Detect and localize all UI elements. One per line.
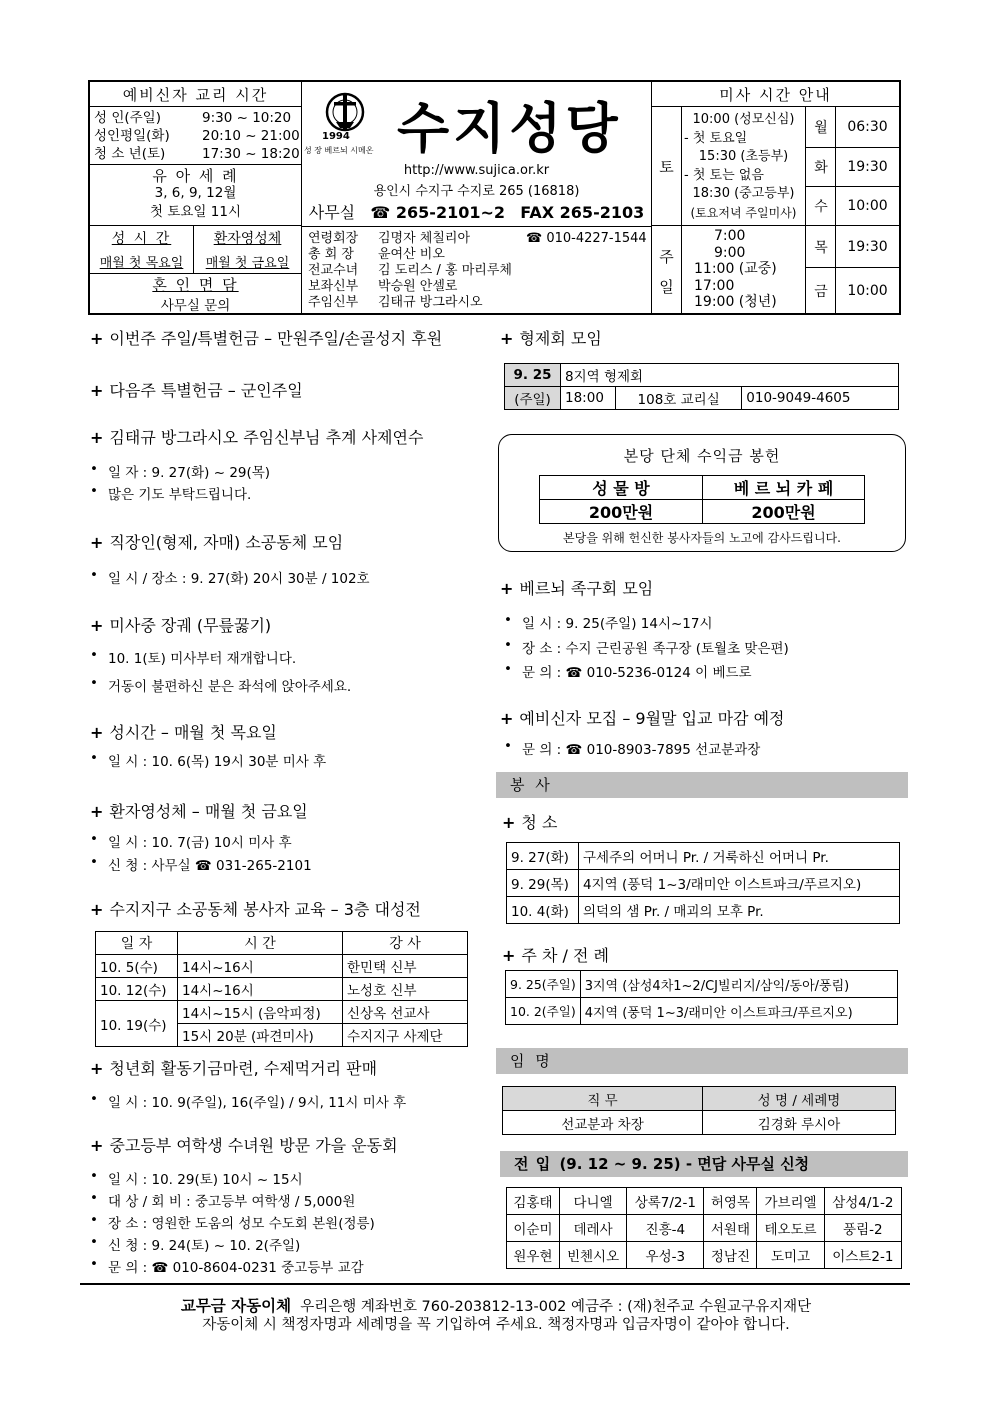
logo-year: 1994 (322, 131, 350, 142)
holy-hour-title: 성 시 간 (111, 231, 172, 247)
staff-list (302, 226, 651, 313)
notice-holy-hour: + 성시간 – 매월 첫 목요일 (90, 723, 277, 742)
list-item: • 일 시 : 10. 29(토) 10시 ~ 15시 (108, 1168, 303, 1188)
list-item: • 문 의 : ☎ 010-8903-7895 선교분과장 (522, 738, 760, 758)
notice-sick-communion: + 환자영성체 – 매월 첫 금요일 (90, 802, 308, 821)
table-row: 김홍태 다니엘 상록7/2-1 허영목 가브리엘 삼성4/1-2 (507, 1188, 902, 1215)
list-item: • 일 시 : 10. 7(금) 10시 미사 후 (108, 831, 292, 851)
mass-title: 미사 시간 안내 (719, 86, 832, 104)
donation-title: 본당 단체 수익금 봉헌 (623, 447, 781, 465)
notice-kneeling: + 미사중 장궤 (무릎꿇기) (90, 616, 272, 635)
header-middle-column (302, 82, 652, 313)
weekday-row: 목 19:30 (806, 225, 899, 267)
catechumen-row: 성인평일(화) 20:10 ~ 21:00 (94, 128, 300, 144)
table-row: 직 무 성 명 / 세례명 (503, 1087, 896, 1111)
table-row: 10. 12(수) 14시~16시 노성호 신부 (96, 978, 468, 1001)
list-item: • 거동이 불편하신 분은 좌석에 앉아주세요. (108, 675, 351, 695)
list-item: • 문 의 : ☎ 010-8604-0231 중고등부 교감 (108, 1256, 364, 1276)
footer-divider (80, 1283, 910, 1285)
donation-note: 본당을 위해 헌신한 봉사자들의 노고에 감사드립니다. (563, 531, 841, 545)
marriage-value: 사무실 문의 (160, 298, 231, 314)
parking-table (505, 970, 898, 1025)
list-item: • 일 시 : 9. 25(주일) 14시~17시 (522, 612, 713, 632)
staff-row: 연령회장 김명자 체칠리아 ☎ 010-4227-1544 (308, 231, 647, 246)
table-row: 9. 29(목) 4지역 (풍덕 1~3/래미안 이스트파크/푸르지오) (507, 870, 900, 897)
sunday-label: 주 일 (652, 226, 682, 313)
table-row: 일 자 시 간 강 사 (96, 932, 468, 955)
infant-baptism-title: 유 아 세 례 (90, 164, 301, 184)
holy-hour-value: 매월 첫 목요일 (99, 256, 184, 271)
section-band-service: 봉 사 (496, 772, 908, 798)
section-band-appointment: 임 명 (496, 1048, 908, 1074)
weekday-row: 수 10:00 (806, 186, 899, 225)
list-item: • 일 시 : 10. 9(주일), 16(주일) / 9시, 11시 미사 후 (108, 1091, 406, 1111)
footer-line-1: 교무금 자동이체 우리은행 계좌번호 760-203812-13-002 예금주 : (재)천주교 수원교구유지재단 (180, 1297, 812, 1315)
list-item: • 장 소 : 수지 근린공원 족구장 (토월초 맞은편) (522, 637, 789, 657)
catechumen-title: 예비신자 교리 시간 (122, 86, 269, 104)
transfer-table (506, 1187, 902, 1269)
footer-line-2: 자동이체 시 책정자명과 세례명을 꼭 기입하여 주세요. 책정자명과 입금자명이 같아야 합니다. (202, 1317, 790, 1333)
table-row: 10. 2(주일) 4지역 (풍덕 1~3/래미안 이스트파크/푸르지오) (506, 998, 898, 1025)
header-box (88, 80, 901, 315)
table-row: 선교분과 차장 김경화 루시아 (503, 1111, 896, 1135)
church-url[interactable]: http://www.sujica.or.kr (403, 163, 550, 178)
church-name: 수지성당 (397, 97, 622, 160)
notice-workers-community: + 직장인(형제, 자매) 소공동체 모임 (90, 533, 344, 552)
catechumen-row: 성 인(주일) 9:30 ~ 10:20 (94, 110, 292, 126)
weekday-masses (806, 106, 899, 313)
table-row: 이순미 데레사 진흥-4 서원태 테오도르 풍림-2 (507, 1215, 902, 1242)
church-address: 용인시 수지구 수지로 265 (16818) (373, 184, 580, 199)
list-item: • 많은 기도 부탁드립니다. (108, 483, 251, 503)
table-row: 원우현 빈첸시오 우성-3 정남진 도미고 이스트2-1 (507, 1242, 902, 1269)
marriage-title: 혼 인 면 담 (90, 273, 301, 293)
notice-volunteer-education: + 수지지구 소공동체 봉사자 교육 – 3층 대성전 (90, 900, 421, 919)
section-band-transfer: 전 입 (9. 12 ~ 9. 25) - 면담 사무실 신청 (500, 1151, 908, 1177)
list-item: • 10. 1(토) 미사부터 재개합니다. (108, 647, 296, 667)
list-item: • 일 시 / 장소 : 9. 27(화) 20시 30분 / 102호 (108, 567, 370, 587)
table-row: 10. 5(수) 14시~16시 한민택 신부 (96, 955, 468, 978)
table-row: 9. 27(화) 구세주의 어머니 Pr. / 거룩하신 어머니 Pr. (507, 843, 900, 870)
notice-priest-retreat: + 김태규 방그라시오 주임신부님 추계 사제연수 (90, 428, 424, 447)
notice-brotherhood: + 형제회 모임 (500, 329, 602, 348)
list-item: • 대 상 / 회 비 : 중고등부 여학생 / 5,000원 (108, 1190, 355, 1210)
donation-table (539, 475, 865, 524)
list-item: • 장 소 : 영원한 도움의 성모 수도회 본원(정릉) (108, 1212, 375, 1232)
mass-schedule (652, 82, 899, 313)
appointment-table (502, 1086, 896, 1135)
holyhour-sick-box (90, 225, 301, 273)
logo-caption: 성 장 베르뇌 시메온 (304, 146, 374, 155)
table-row: 10. 4(화) 의덕의 샘 Pr. / 매괴의 모후 Pr. (507, 897, 900, 924)
sick-communion-title: 환자영성체 (213, 231, 282, 247)
list-item: • 신 청 : 사무실 ☎ 031-265-2101 (108, 854, 312, 874)
list-item: • 일 자 : 9. 27(화) ~ 29(목) (108, 461, 270, 481)
table-row: 200만원 200만원 (540, 500, 865, 524)
table-row: 9. 25 8지역 형제회 (505, 364, 899, 387)
sunday-times: 7:00 9:00 11:00 (교중) 17:00 19:00 (청년) (682, 226, 806, 313)
weekday-row: 화 19:30 (806, 147, 899, 186)
saturday-label: 토 (652, 107, 682, 225)
staff-row: 전교수녀 김 도리스 / 홍 마리루체 (308, 263, 512, 278)
sick-communion-value: 매월 첫 금요일 (205, 256, 290, 271)
list-item: • 문 의 : ☎ 010-5236-0124 이 베드로 (522, 661, 752, 681)
table-row: 9. 25(주일) 3지역 (삼성4차1~2/CJ빌리지/삼익/동아/풍림) (506, 971, 898, 998)
notice-next-collection: + 다음주 특별헌금 – 군인주일 (90, 381, 303, 400)
cleaning-table (506, 842, 900, 924)
notice-convent-visit: + 중고등부 여학생 수녀원 방문 가을 운동회 (90, 1136, 398, 1155)
table-row: 10. 19(수) 14시~15시 (음악피정) 신상옥 선교사 (96, 1001, 468, 1024)
notice-catechumen-recruit: + 예비신자 모집 – 9월말 입교 마감 예정 (500, 709, 785, 728)
saturday-times: 10:00 (성모신심) - 첫 토요일 15:30 (초등부) - 첫 토는 없음 18:30 (중고등부) (토요저녁 주일미사) (682, 107, 806, 225)
weekday-row: 금 10:00 (806, 267, 899, 313)
staff-row: 주임신부 김태규 방그라시오 (308, 295, 483, 310)
list-item: • 신 청 : 9. 24(토) ~ 10. 2(주일) (108, 1234, 300, 1254)
catechumen-row: 청 소 년(토) 17:30 ~ 18:20 (94, 146, 300, 162)
list-item: • 일 시 : 10. 6(목) 19시 30분 미사 후 (108, 750, 326, 770)
brotherhood-table (504, 363, 899, 410)
staff-row: 총 회 장 윤여산 비오 (308, 247, 445, 262)
notice-footvolley: + 베르뇌 족구회 모임 (500, 579, 654, 598)
weekday-row: 월 06:30 (814, 118, 888, 136)
staff-row: 보좌신부 박승원 안셀로 (308, 279, 458, 294)
donation-box (498, 434, 906, 552)
catechumen-schedule (90, 106, 301, 164)
cleaning-title: + 청 소 (502, 813, 558, 832)
table-row: (주일) 18:00 108호 교리실 010-9049-4605 (505, 387, 899, 410)
header-left-column (90, 82, 302, 313)
table-row: 15시 20분 (파견미사) 수지지구 사제단 (96, 1024, 468, 1047)
parking-title: + 주 차 / 전 례 (502, 946, 609, 965)
table-row: 성 물 방 베 르 뇌 카 페 (540, 476, 865, 500)
infant-baptism-schedule: 3, 6, 9, 12월 첫 토요일 11시 (150, 185, 241, 220)
education-table (95, 931, 468, 1047)
notice-youth-fundraiser: + 청년회 활동기금마련, 수제먹거리 판매 (90, 1059, 378, 1078)
office-contact: 사무실 ☎ 265-2101~2 FAX 265-2103 (308, 203, 645, 222)
notice-special-collection: + 이번주 주일/특별헌금 – 만원주일/손골성지 후원 (90, 329, 443, 348)
